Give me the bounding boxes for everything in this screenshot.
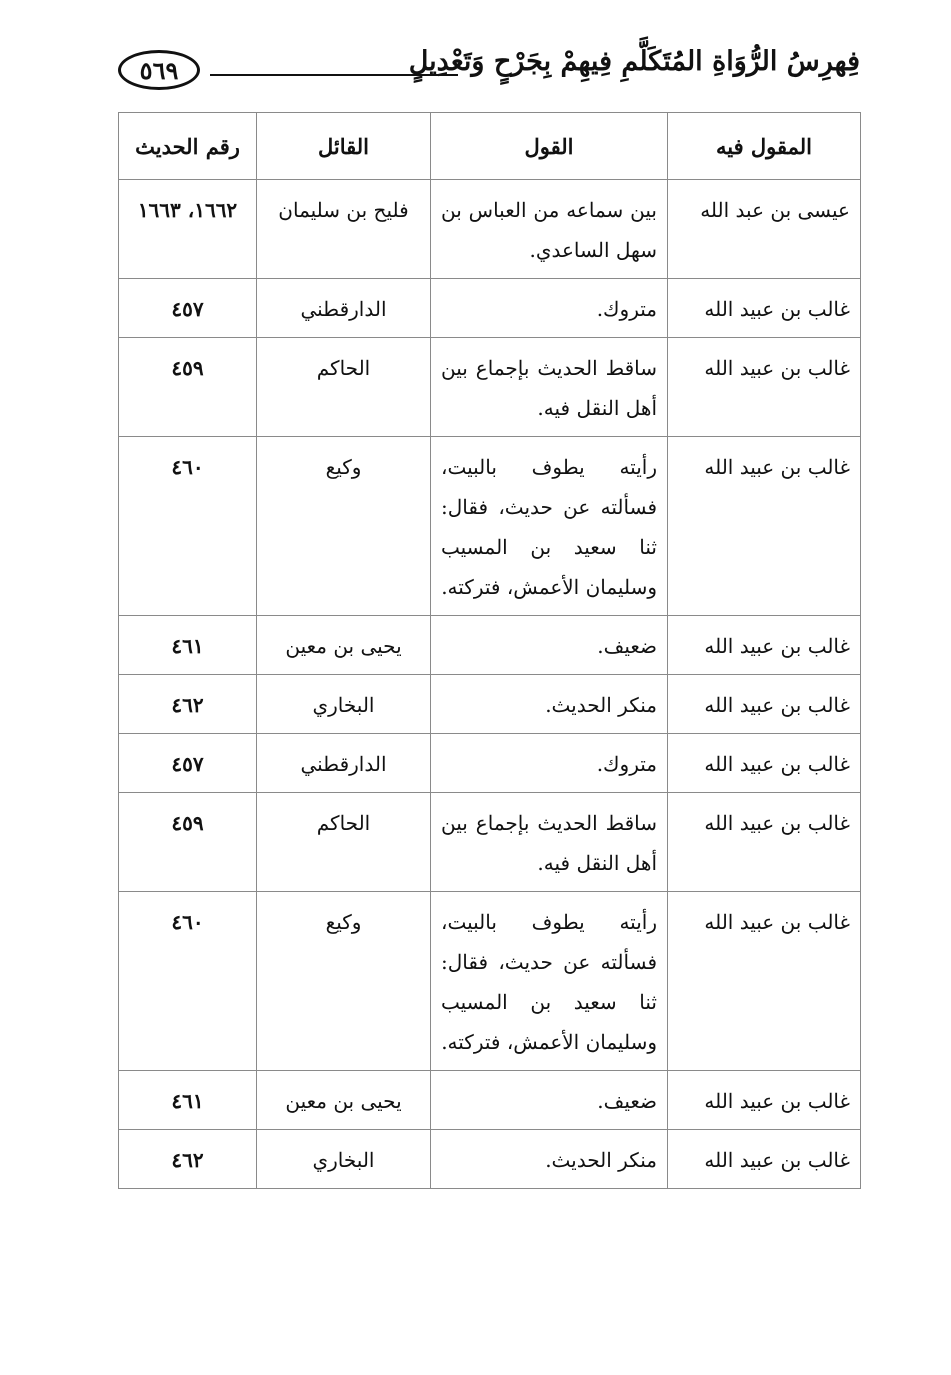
saying-cell: منكر الحديث. (431, 1130, 668, 1189)
saying-cell: بين سماعه من العباس بن سهل الساعدي. (431, 180, 668, 279)
page-header (118, 44, 860, 104)
saying-cell: ساقط الحديث بإجماع بين أهل النقل فيه. (431, 338, 668, 437)
speaker-cell: يحيى بن معين (257, 1071, 431, 1130)
hadith-number-cell: ٤٦٠ (119, 892, 257, 1071)
table-row (119, 1130, 861, 1189)
column-header-hadith-number: رقم الحديث (119, 113, 257, 180)
table-row (119, 734, 861, 793)
hadith-number-cell: ٤٦١ (119, 616, 257, 675)
saying-cell: ضعيف. (431, 616, 668, 675)
saying-cell: ساقط الحديث بإجماع بين أهل النقل فيه. (431, 793, 668, 892)
table-row (119, 180, 861, 279)
subject-cell: عيسى بن عبد الله (668, 180, 861, 279)
table-row (119, 675, 861, 734)
speaker-cell: الدارقطني (257, 734, 431, 793)
speaker-cell: البخاري (257, 675, 431, 734)
table-row (119, 338, 861, 437)
table-row (119, 892, 861, 1071)
subject-cell: غالب بن عبيد الله (668, 279, 861, 338)
table-row (119, 1071, 861, 1130)
narrators-index-table (118, 112, 861, 1189)
hadith-number-cell: ٤٦٠ (119, 437, 257, 616)
speaker-cell: يحيى بن معين (257, 616, 431, 675)
column-header-subject: المقول فيه (668, 113, 861, 180)
speaker-cell: الحاكم (257, 793, 431, 892)
hadith-number-cell: ٤٦٢ (119, 675, 257, 734)
column-header-speaker: القائل (257, 113, 431, 180)
saying-cell: منكر الحديث. (431, 675, 668, 734)
table-header (119, 113, 861, 180)
page-title: فِهرِسُ الرُّوَاةِ المُتَكَلَّمِ فِيهِمْ بِجَرْحٍ وَتَعْدِيلٍ (408, 46, 860, 77)
table-row (119, 437, 861, 616)
table-body (119, 180, 861, 1189)
subject-cell: غالب بن عبيد الله (668, 675, 861, 734)
hadith-number-cell: ١٦٦٢، ١٦٦٣ (119, 180, 257, 279)
subject-cell: غالب بن عبيد الله (668, 437, 861, 616)
hadith-number-cell: ٤٥٩ (119, 338, 257, 437)
column-header-saying: القول (431, 113, 668, 180)
hadith-number-cell: ٤٥٧ (119, 279, 257, 338)
saying-cell: متروك. (431, 734, 668, 793)
subject-cell: غالب بن عبيد الله (668, 892, 861, 1071)
subject-cell: غالب بن عبيد الله (668, 1071, 861, 1130)
speaker-cell: البخاري (257, 1130, 431, 1189)
page-number: ٥٦٩ (118, 50, 200, 90)
speaker-cell: الحاكم (257, 338, 431, 437)
subject-cell: غالب بن عبيد الله (668, 793, 861, 892)
speaker-cell: فليح بن سليمان (257, 180, 431, 279)
hadith-number-cell: ٤٦١ (119, 1071, 257, 1130)
subject-cell: غالب بن عبيد الله (668, 616, 861, 675)
hadith-number-cell: ٤٥٧ (119, 734, 257, 793)
hadith-number-cell: ٤٥٩ (119, 793, 257, 892)
subject-cell: غالب بن عبيد الله (668, 734, 861, 793)
saying-cell: متروك. (431, 279, 668, 338)
hadith-number-cell: ٤٦٢ (119, 1130, 257, 1189)
table-row (119, 793, 861, 892)
speaker-cell: وكيع (257, 437, 431, 616)
subject-cell: غالب بن عبيد الله (668, 338, 861, 437)
saying-cell: رأيته يطوف بالبيت، فسألته عن حديث، فقال: ثنا سعيد بن المسيب وسليمان الأعمش، فتركته. (431, 437, 668, 616)
speaker-cell: الدارقطني (257, 279, 431, 338)
speaker-cell: وكيع (257, 892, 431, 1071)
saying-cell: رأيته يطوف بالبيت، فسألته عن حديث، فقال: ثنا سعيد بن المسيب وسليمان الأعمش، فتركته. (431, 892, 668, 1071)
table-header-row (119, 113, 861, 180)
table-row (119, 616, 861, 675)
saying-cell: ضعيف. (431, 1071, 668, 1130)
table-row (119, 279, 861, 338)
subject-cell: غالب بن عبيد الله (668, 1130, 861, 1189)
